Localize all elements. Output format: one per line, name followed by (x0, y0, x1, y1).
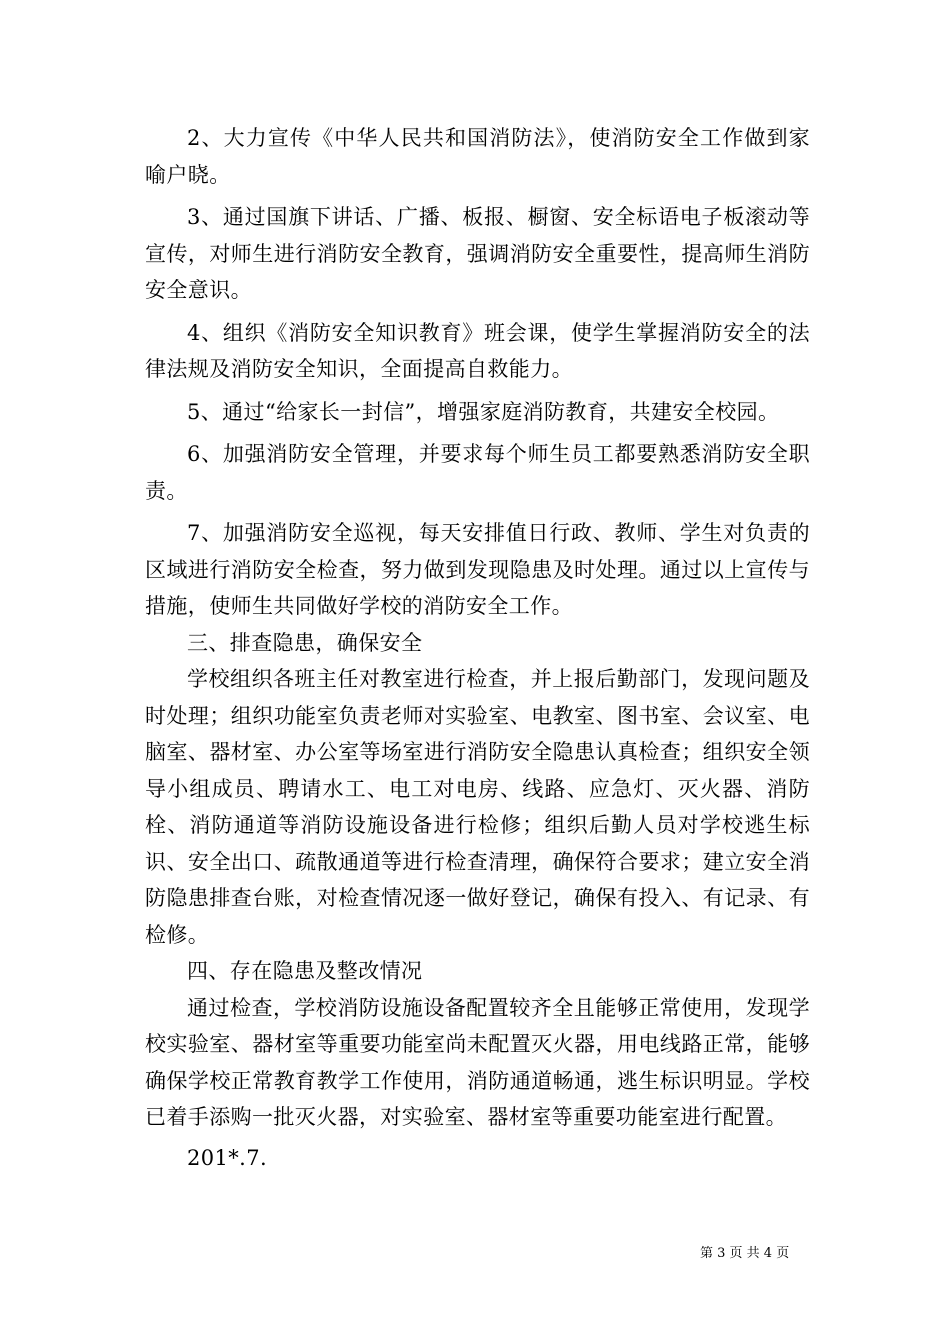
document-date: 201*.7. (187, 1145, 268, 1170)
paragraph-item-4: 4、组织《消防安全知识教育》班会课，使学生掌握消防安全的法律法规及消防安全知识，全面提高自救能力。 (145, 320, 810, 381)
section-3-body: 学校组织各班主任对教室进行检查，并上报后勤部门，发现问题及时处理；组织功能室负责老师对实验室、电教室、图书室、会议室、电脑室、器材室、办公室等场室进行消防安全隐患认真检查；组织安全领导小组成员、聘请水工、电工对电房、线路、应急灯、灭火器、消防栓、消防通道等消防设施设备进行检修；组织后勤人员对学校逃生标识、安全出口、疏散通道等进行检查清理，确保符合要求；建立安全消防隐患排查台账，对检查情况逐一做好登记，确保有投入、有记录、有检修。 (145, 667, 810, 947)
paragraph-item-5: 5、通过“给家长一封信”，增强家庭消防教育，共建安全校园。 (187, 399, 780, 424)
paragraph-item-2: 2、大力宣传《中华人民共和国消防法》，使消防安全工作做到家喻户晓。 (145, 126, 810, 187)
document-body (145, 120, 810, 1176)
section-4-body: 通过检查，学校消防设施设备配置较齐全且能够正常使用，发现学校实验室、器材室等重要功能室尚未配置灭火器，用电线路正常，能够确保学校正常教育教学工作使用，消防通道畅通，逃生标识明显。学校已着手添购一批灭火器，对实验室、器材室等重要功能室进行配置。 (145, 995, 810, 1129)
section-heading-3: 三、排查隐患，确保安全 (187, 630, 423, 655)
section-heading-4: 四、存在隐患及整改情况 (187, 959, 423, 983)
paragraph-item-6: 6、加强消防安全管理，并要求每个师生员工都要熟悉消防安全职责。 (145, 442, 810, 503)
paragraph-item-3: 3、通过国旗下讲话、广播、板报、橱窗、安全标语电子板滚动等宣传，对师生进行消防安全教育，强调消防安全重要性，提高师生消防安全意识。 (145, 205, 810, 302)
paragraph-item-7: 7、加强消防安全巡视，每天安排值日行政、教师、学生对负责的区域进行消防安全检查，努力做到发现隐患及时处理。通过以上宣传与措施，使师生共同做好学校的消防安全工作。 (145, 521, 810, 618)
page-number-footer: 第 3 页 共 4 页 (700, 1246, 790, 1261)
